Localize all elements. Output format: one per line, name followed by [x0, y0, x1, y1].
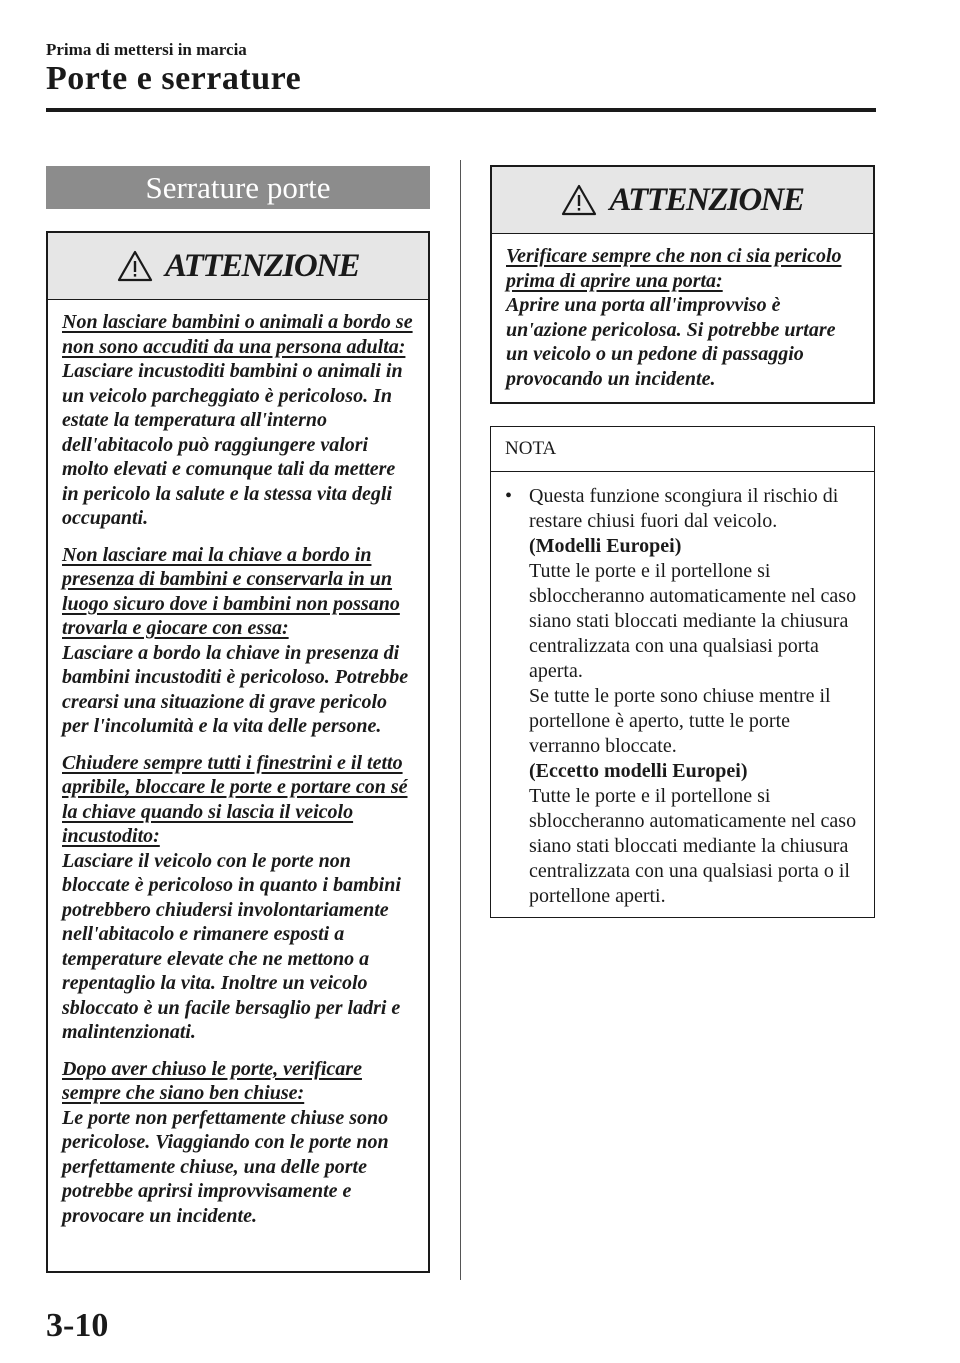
- page-number: 3-10: [46, 1307, 109, 1344]
- warning-item: [506, 244, 859, 391]
- warning-item: [62, 751, 414, 1045]
- note-paragraph: Tutte le porte e il portellone si sbloccheranno automaticamente nel caso siano stati bloccati mediante la chiusura centralizzata con una qualsiasi porta o il portellone aperti.: [529, 785, 857, 907]
- bullet-icon: •: [505, 485, 513, 507]
- note-body: [491, 472, 874, 909]
- note-paragraph: Se tutte le porte sono chiuse mentre il portellone è aperto, tutte le porte verranno bloccate.: [529, 685, 831, 757]
- warning-item-heading: Non lasciare bambini o animali a bordo se non sono accuditi da una persona adulta:: [62, 311, 413, 358]
- warning-header: [48, 233, 428, 300]
- warning-box-left: [46, 231, 430, 1273]
- warning-item: [62, 543, 414, 739]
- warning-item-text: Lasciare a bordo la chiave in presenza di bambini incustoditi è pericoloso. Potrebbe crearsi una situazione di grave pericolo per l'incolumità e la vita delle persone.: [62, 641, 409, 737]
- note-title: NOTA: [491, 427, 874, 472]
- warning-body: [492, 234, 873, 391]
- note-text: [529, 484, 860, 909]
- note-group-label: (Eccetto modelli Europei): [529, 760, 748, 782]
- warning-triangle-icon: [117, 250, 153, 282]
- warning-triangle-icon: [561, 184, 597, 216]
- title-rule: [46, 108, 876, 112]
- warning-item-text: Le porte non perfettamente chiuse sono pericolose. Viaggiando con le porte non perfettamente chiuse, una delle porte potrebbe aprirsi improvvisamente e provocare un incidente.: [62, 1106, 389, 1227]
- column-divider: [460, 160, 461, 1280]
- note-group-label: (Modelli Europei): [529, 535, 682, 557]
- warning-box-right: [490, 165, 875, 404]
- section-banner: Serrature porte: [46, 166, 430, 209]
- page-title: Porte e serrature: [46, 60, 302, 97]
- warning-header: [492, 167, 873, 234]
- note-paragraph: Tutte le porte e il portellone si sbloccheranno automaticamente nel caso siano stati bloccati mediante la chiusura centralizzata con una qualsiasi porta aperta.: [529, 560, 857, 682]
- warning-body: [48, 300, 428, 1228]
- warning-item-heading: Dopo aver chiuso le porte, verificare sempre che siano ben chiuse:: [62, 1057, 362, 1104]
- warning-item-heading: Chiudere sempre tutti i finestrini e il tetto apribile, bloccare le porte e portare con sé la chiave quando si lascia il veicolo incustodito:: [62, 751, 408, 847]
- warning-item-text: Lasciare il veicolo con le porte non bloccate è pericoloso in quanto i bambini potrebbero chiudersi involontariamente nell'abitacolo e rimanere esposti a temperature elevate che ne mettono a repentaglio la vita. Inoltre un veicolo sbloccato è un facile bersaglio per ladri e malintenzionati.: [62, 849, 401, 1043]
- warning-item-text: Aprire una porta all'improvviso è un'azione pericolosa. Si potrebbe urtare un veicolo o un pedone di passaggio provocando un incidente.: [506, 294, 836, 390]
- warning-title: ATTENZIONE: [609, 181, 804, 218]
- note-intro: Questa funzione scongiura il rischio di restare chiusi fuori dal veicolo.: [529, 485, 839, 532]
- note-box: [490, 426, 875, 918]
- warning-item-heading: Verificare sempre che non ci sia pericolo prima di aprire una porta:: [506, 245, 842, 292]
- section-label: Prima di mettersi in marcia: [46, 40, 247, 59]
- warning-title: ATTENZIONE: [164, 247, 360, 284]
- warning-item-heading: Non lasciare mai la chiave a bordo in presenza di bambini e conservarla in un luogo sicuro dove i bambini non possano trovarla e giocare con essa:: [62, 543, 400, 639]
- warning-item-text: Lasciare incustoditi bambini o animali in un veicolo parcheggiato è pericoloso. In estate la temperatura all'interno dell'abitacolo può raggiungere valori molto elevati e comunque tali da mettere in pericolo la salute e la stessa vita degli occupanti.: [62, 360, 403, 529]
- warning-item: [62, 1057, 414, 1229]
- warning-item: [62, 310, 414, 531]
